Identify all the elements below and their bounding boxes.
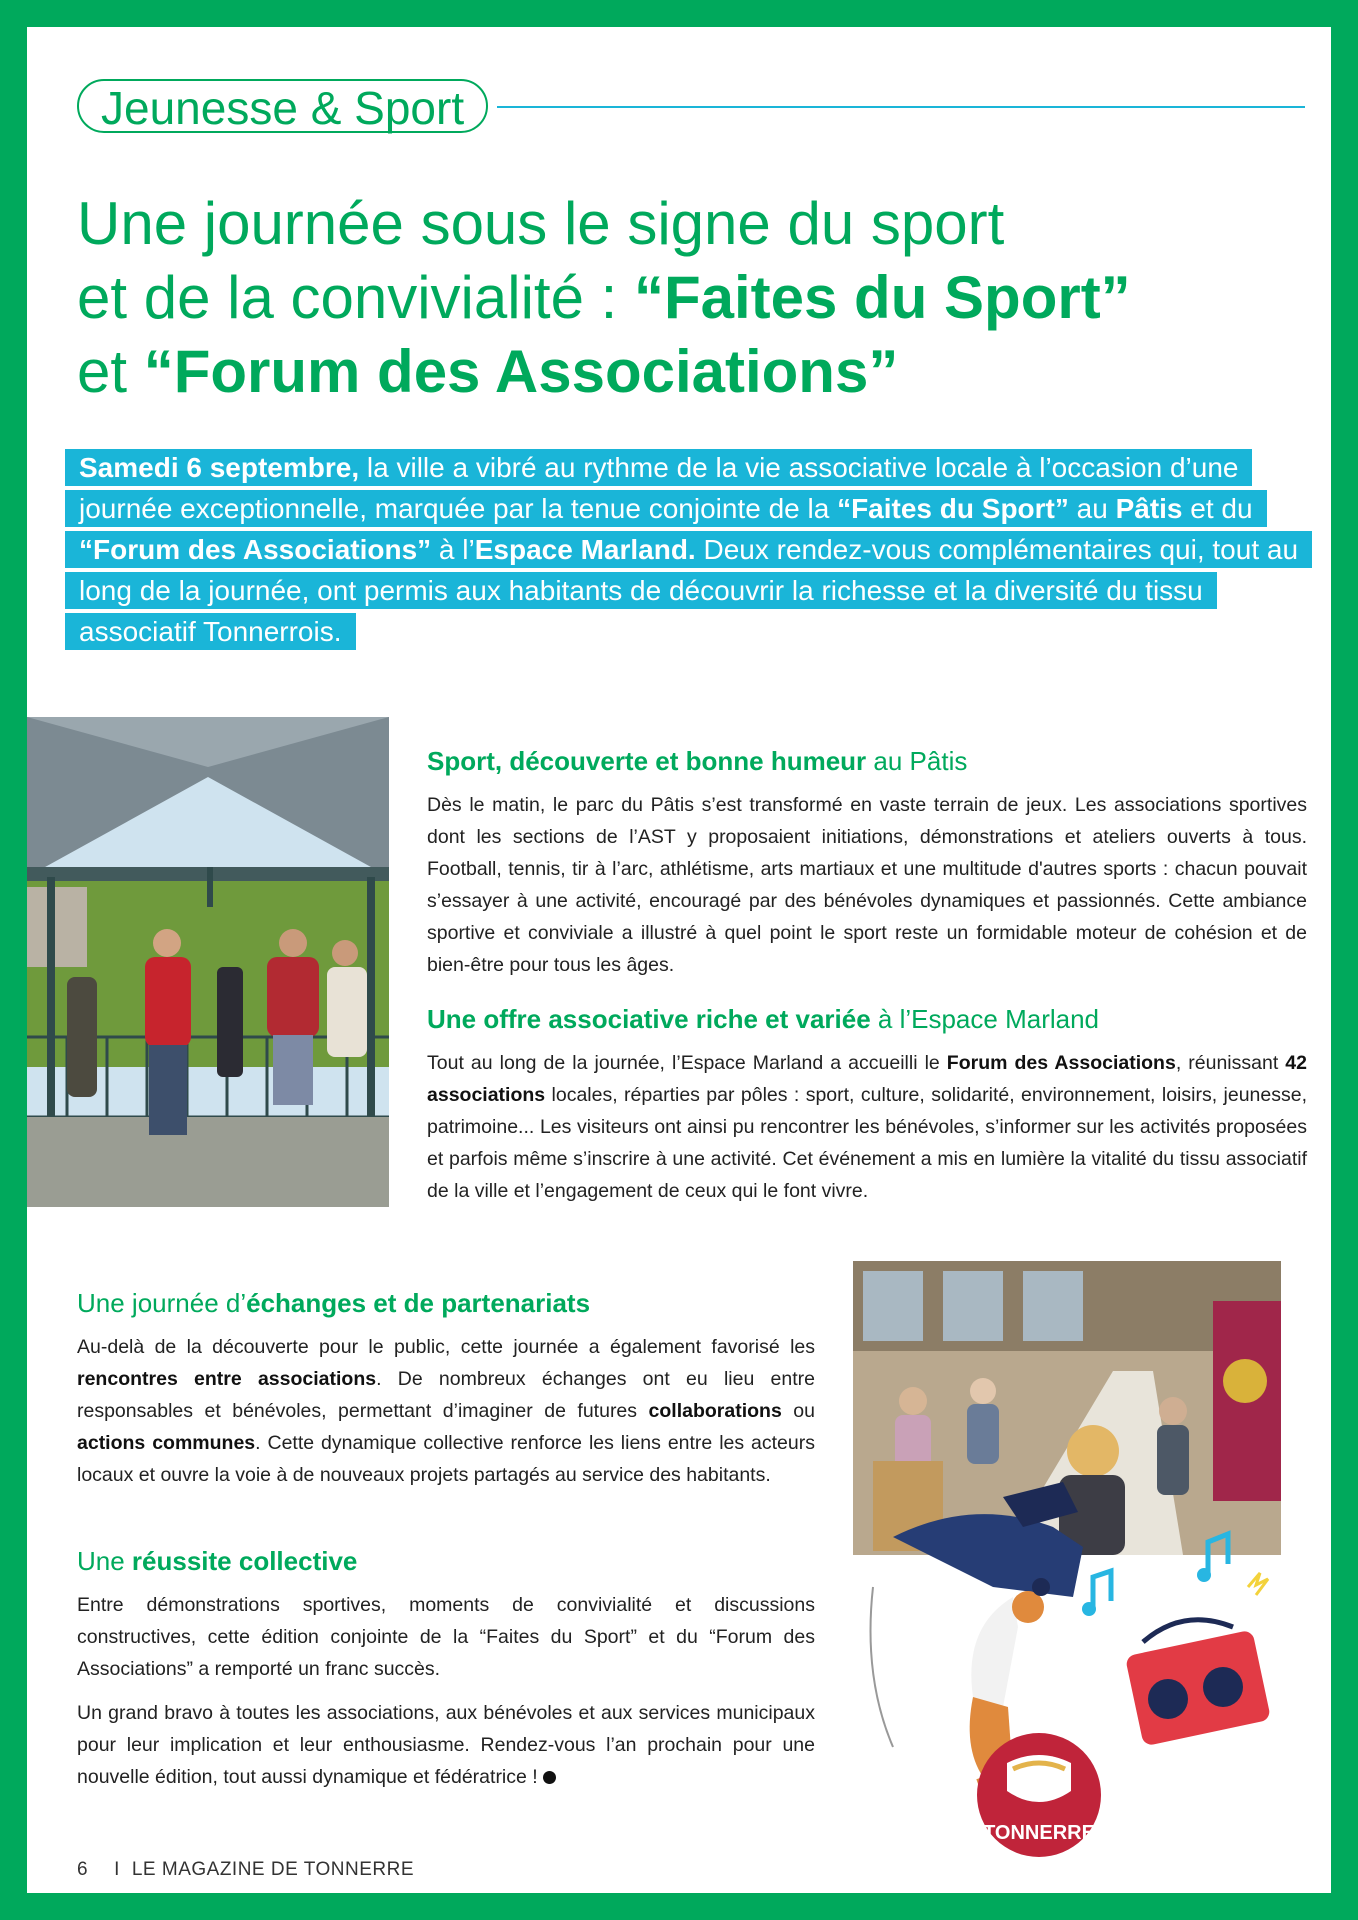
- title-event-2: “Forum des Associations”: [143, 338, 899, 405]
- magazine-name: LE MAGAZINE DE TONNERRE: [131, 1859, 414, 1880]
- page-title: [77, 187, 1297, 409]
- intro-paragraph: Samedi 6 septembre, la ville a vibré au rythme de la vie associative locale à l’occasion d’une journée exceptionnelle, marquée par la tenue conjointe de la “Faites du Sport” au Pâtis et du “Forum des Associations” à l’Espace Marland. Deux rendez-vous complémentaires qui, tout au long de la journée, ont permis aux habitants de découvrir la richesse et la diversité du tissu associatif Tonnerrois.: [65, 447, 1305, 652]
- title-line-1: Une journée sous le signe du sport: [77, 190, 1005, 257]
- footer-separator: I: [114, 1859, 120, 1880]
- section-success: [77, 1545, 815, 1793]
- section-divider: [497, 106, 1305, 108]
- section-success-body-2: Un grand bravo à toutes les associations, aux bénévoles et aux services municipaux pour leur implication et leur enthousiasme. Rendez-vous l’an prochain pour une nouvelle édition, tout aussi dynamique et fédératrice !: [77, 1702, 815, 1788]
- magazine-page: [27, 27, 1331, 1893]
- end-bullet-icon: [543, 1771, 556, 1784]
- page-number: 6: [77, 1859, 89, 1880]
- section-success-title: Une réussite collective: [77, 1546, 358, 1576]
- title-line-3: et: [77, 338, 144, 405]
- title-line-2: et de la convivialité :: [77, 264, 634, 331]
- section-patis: [427, 745, 1307, 981]
- section-patis-title: Sport, découverte et bonne humeur au Pâtis: [427, 746, 968, 776]
- tonnerre-logo: [977, 1733, 1101, 1862]
- page-footer: [77, 1859, 414, 1881]
- section-tag: Jeunesse & Sport: [77, 79, 488, 133]
- section-exchanges-title: Une journée d’échanges et de partenariats: [77, 1288, 591, 1318]
- section-marland-title: Une offre associative riche et variée à l’Espace Marland: [427, 1004, 1100, 1034]
- title-event-1: “Faites du Sport”: [633, 264, 1131, 331]
- section-exchanges-body: Au-delà de la découverte pour le public, cette journée a également favorisé les rencontres entre associations. De nombreux échanges ont eu lieu entre responsables et bénévoles, permettant d’imaginer de futures collaborations ou actions communes. Cette dynamique collective renforce les liens entre les acteurs locaux et ouvre la voie à de nouveaux projets partagés au service des habitants.: [77, 1336, 816, 1486]
- bandstand-photo: [27, 717, 389, 1207]
- logo-text: TONNERRE: [983, 1822, 1095, 1844]
- section-patis-body: Dès le matin, le parc du Pâtis s’est transformé en vaste terrain de jeux. Les associations sportives dont les sections de l’AST y proposaient initiations, démonstrations et ateliers ouverts à tous. Football, tennis, tir à l’arc, athlétisme, arts martiaux et une multitude d'autres sports : chacun pouvait s’essayer à une activité, encouragé par des bénévoles dynamiques et passionnés. Cette ambiance sportive et conviviale a illustré à quel point le sport reste un formidable moteur de cohésion et de bien-être pour tous les âges.: [427, 794, 1307, 976]
- section-marland: [427, 1003, 1307, 1207]
- section-exchanges: [77, 1287, 815, 1491]
- section-marland-body: Tout au long de la journée, l’Espace Marland a accueilli le Forum des Associations, réunissant 42 associations locales, réparties par pôles : sport, culture, solidarité, environnement, loisirs, jeunesse, patrimoine... Les visiteurs ont ainsi pu rencontrer les bénévoles, s’informer sur les activités proposées et parfois même s’inscrire à une activité. Cet événement a mis en lumière la vitalité du tissu associatif de la ville et l’engagement de ceux qui le font vivre.: [427, 1052, 1307, 1202]
- section-success-body-1: Entre démonstrations sportives, moments de convivialité et discussions constructives, cette édition conjointe de la “Faites du Sport” et du “Forum des Associations” a remporté un franc succès.: [77, 1594, 815, 1680]
